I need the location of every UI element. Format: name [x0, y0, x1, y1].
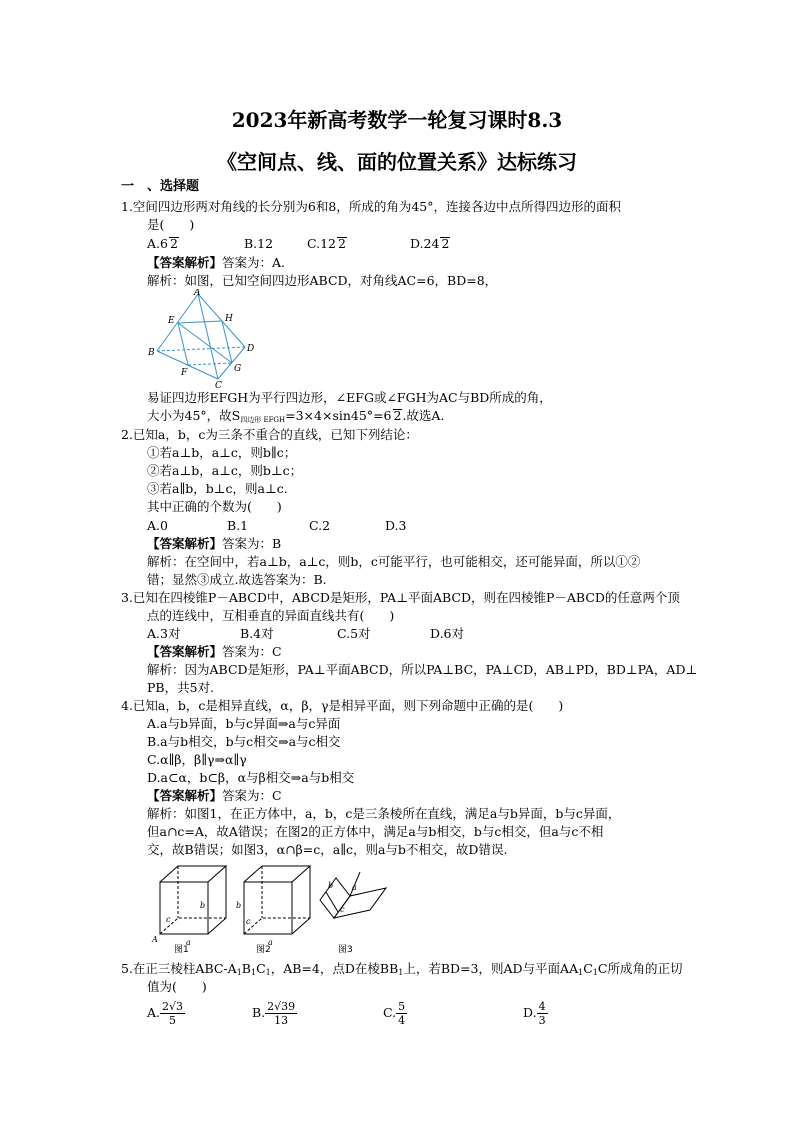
q1-option-a: A.6 2 — [147, 236, 178, 251]
q2-solution-line2: 错；显然③成立.故选答案为：B. — [147, 572, 327, 587]
q3-option-c: C.5对 — [337, 626, 371, 641]
q4-solution-line2: 但a∩c=A，故A错误；在图2的正方体中，满足a与b相交，b与c相交，但a与c不相 — [147, 824, 604, 839]
q2-answer: 【答案解析】答案为：B — [147, 536, 282, 551]
page-title: 2023年新高考数学一轮复习课时8.3 — [231, 108, 563, 132]
fig2-label-a: a — [268, 938, 273, 947]
q3-solution-line2: PB，共5对. — [147, 680, 215, 695]
q3-answer: 【答案解析】答案为：C — [147, 644, 282, 659]
q1-solution-line3: 大小为45°，故$S_{四边形 EFGH}=3\times 4\times\sin 45^\circ=6$ 2.故选A. — [147, 408, 445, 424]
fig-label-b: B — [148, 348, 155, 358]
q1-solution-line1: 解析：如图，已知空间四边形ABCD，对角线AC=6，BD=8， — [147, 273, 498, 288]
q4-option-b: B.a与b相交，b与c相交⇒a与c相交 — [147, 734, 341, 749]
fig2-caption: 图2 — [256, 945, 271, 954]
fig3-label-b: b — [328, 881, 334, 890]
tetrahedron-figure — [145, 289, 265, 389]
fig1-label-a: a — [186, 938, 191, 947]
q1-option-b: B.12 — [244, 236, 274, 251]
q1-stem-line1: 1.空间四边形两对角线的长分别为6和8，所成的角为45°，连接各边中点所得四边形的面积 — [121, 199, 621, 214]
fig1-label-cap-a: A — [152, 935, 158, 944]
fig-label-h: H — [225, 314, 233, 324]
q3-option-b: B.4对 — [240, 626, 274, 641]
q4-solution-line1: 解析：如图1，在正方体中，a，b，c是三条棱所在直线，满足a与b异面，b与c异面， — [147, 806, 621, 821]
page-subtitle: 《空间点、线、面的位置关系》达标练习 — [217, 150, 577, 174]
q4-stem-line1: 4.已知a，b，c是相异直线，α，β，γ是相异平面，则下列命题中正确的是( ) — [121, 698, 564, 713]
q5-stem-line2: 值为( ) — [147, 979, 207, 994]
fig-label-d: D — [247, 344, 255, 354]
fig-label-f: F — [181, 368, 188, 378]
q2-stem-line1: 2.已知a，b，c为三条不重合的直线，已知下列结论： — [121, 427, 418, 442]
fig-label-e: E — [168, 316, 175, 326]
q2-conclusion-1: ①若a⊥b，a⊥c，则b∥c； — [147, 445, 297, 460]
q2-conclusion-3: ③若a∥b，b⊥c，则a⊥c. — [147, 481, 288, 496]
q2-stem-line5: 其中正确的个数为( ) — [147, 499, 282, 514]
fig2-label-c: c — [246, 917, 251, 926]
q2-conclusion-2: ②若a⊥b，a⊥c，则b⊥c； — [147, 463, 303, 478]
q2-option-a: A.0 — [147, 518, 168, 533]
fig-label-c: C — [215, 381, 222, 389]
q5-stem-line1: 5.在正三棱柱ABC-$A_1B_1C_1$，AB=4，点D在棱$BB_1$上，若BD=3，则AD与平面$AA_1C_1C$所成角的正切 — [121, 961, 683, 977]
cube-figures — [150, 860, 400, 954]
q5-option-a: A. $\frac{2√3}{5}$ — [147, 1000, 184, 1027]
q5-option-b: B. $\frac{2√39}{13}$ — [252, 1000, 296, 1027]
q5-option-d: D. $\frac{4}{3}$ — [523, 1000, 546, 1027]
q4-option-c: C.α∥β，β∥γ⇒α∥γ — [147, 752, 247, 767]
q4-option-d: D.a⊂α，b⊂β，α与β相交⇒a与b相交 — [147, 770, 355, 785]
q1-stem-line2: 是( ) — [147, 217, 195, 232]
q3-solution-line1: 解析：因为ABCD是矩形，PA⊥平面ABCD，所以PA⊥BC，PA⊥CD，AB⊥PD，BD⊥PA，AD⊥ — [147, 662, 698, 677]
q2-option-c: C.2 — [309, 518, 331, 533]
q1-option-d: D.24 2 — [410, 236, 450, 251]
q3-option-d: D.6对 — [430, 626, 465, 641]
fig1-label-b: b — [200, 901, 206, 910]
section-heading: 一 、选择题 — [121, 179, 200, 194]
q4-solution-line3: 交，故B错误；如图3，α∩β=c，a∥c，则a与b不相交，故D错误. — [147, 842, 508, 857]
q4-answer: 【答案解析】答案为：C — [147, 788, 282, 803]
fig-label-g: G — [234, 364, 242, 374]
fig3-caption: 图3 — [338, 945, 353, 954]
q4-option-a: A.a与b异面，b与c异面⇒a与c异面 — [147, 716, 341, 731]
q3-stem-line1: 3.已知在四棱锥P－ABCD中，ABCD是矩形，PA⊥平面ABCD，则在四棱锥P－ABCD的任意两个顶 — [121, 590, 680, 605]
q3-option-a: A.3对 — [147, 626, 181, 641]
fig3-label-a: a — [352, 883, 357, 892]
q2-solution-line1: 解析：在空间中，若a⊥b，a⊥c，则b，c可能平行，也可能相交，还可能异面，所以①② — [147, 554, 641, 569]
q1-solution-line2: 易证四边形EFGH为平行四边形，∠EFG或∠FGH为AC与BD所成的角， — [147, 390, 552, 405]
fig3-label-c: c — [340, 905, 345, 914]
q1-option-c: C.12 2 — [307, 236, 346, 251]
q2-option-b: B.1 — [227, 518, 249, 533]
q5-option-c: C. $\frac{5}{4}$ — [383, 1000, 406, 1027]
q3-stem-line2: 点的连线中，互相垂直的异面直线共有( ) — [147, 608, 395, 623]
fig2-label-b: b — [236, 901, 242, 910]
q2-option-d: D.3 — [385, 518, 407, 533]
fig1-caption: 图1 — [174, 945, 189, 954]
q1-answer: 【答案解析】答案为：A. — [147, 255, 286, 270]
fig1-label-c: c — [166, 915, 171, 924]
fig-label-a: A — [194, 289, 201, 298]
